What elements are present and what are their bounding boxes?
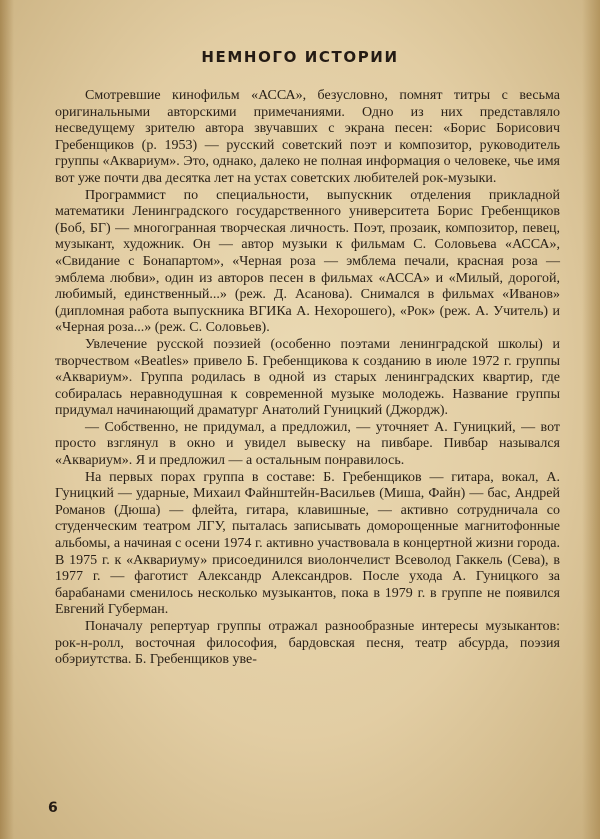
paragraph-4: — Собственно, не придумал, а предложил, — уточняет А. Гуницкий, — вот просто взглянул в окно и увидел вывеску на пивбаре. Пивбар назывался «Аквариум». Я и предложил — а остальным понравилось. bbox=[55, 419, 560, 469]
article-body bbox=[55, 88, 560, 669]
paragraph-1: Смотревшие кинофильм «АССА», безусловно, помнят титры с весьма оригинальными авторскими примечаниями. Одно из них представляло несведущему зрителю автора звучавших с экрана песен: «Борис Борисович Гребенщиков (р. 1953) — русский советский поэт и композитор, руководитель группы «Аквариум». Это, однако, далеко не полная информация о человеке, чье имя вот уже почти два десятка лет на устах советских любителей рок-музыки. bbox=[55, 88, 560, 186]
chapter-title: НЕМНОГО ИСТОРИИ bbox=[201, 48, 399, 66]
page-number: 6 bbox=[48, 800, 58, 816]
page-edge-shadow-left bbox=[0, 0, 14, 839]
paragraph-3: Увлечение русской поэзией (особенно поэтами ленинградской школы) и творчеством «Beatles» привело Б. Гребенщикова к созданию в июле 1972 г. группы «Аквариум». Группа родилась в одной из старых ленинградских квартир, где собиралась неравнодушная к современной музыке молодежь. Название группы придумал начинающий драматург Анатолий Гуницкий (Джордж). bbox=[55, 336, 560, 419]
page-edge-shadow-right bbox=[582, 0, 600, 839]
paragraph-5: На первых порах группа в составе: Б. Гребенщиков — гитара, вокал, А. Гуницкий — ударные, Михаил Файнштейн-Васильев (Миша, Файн) — бас, Андрей Романов (Дюша) — флейта, гитара, клавишные, — активно сотрудничала со студенческим театром ЛГУ, пыталась записывать доморощенные магнитофонные альбомы, а начиная с осени 1974 г. активно участвовала в концертной жизни города. В 1975 г. к «Аквариуму» присоединился виолончелист Всеволод Гаккель (Сева), в 1977 г. — фаготист Александр Александров. После ухода А. Гуницкого за барабанами сменилось несколько музыкантов, пока в 1979 г. в группе не появился Евгений Губерман. bbox=[55, 469, 560, 618]
paragraph-2: Программист по специальности, выпускник отделения прикладной математики Ленинградского государственного университета Борис Гребенщиков (Боб, БГ) — многогранная творческая личность. Поэт, прозаик, композитор, певец, музыкант, художник. Он — автор музыки к фильмам С. Соловьева «АССА», «Свидание с Бонапартом», «Черная роза — эмблема печали, красная роза — эмблема любви», один из авторов песен в фильмах «АССА» и «Милый, дорогой, любимый, единственный...» (реж. Д. Асанова). Снимался в фильмах «Иванов» (дипломная работа выпускника ВГИКа А. Нехорошего), «Рок» (реж. А. Учитель) и «Черная роза...» (реж. С. Соловьев). bbox=[55, 187, 560, 336]
paragraph-6: Поначалу репертуар группы отражал разнообразные интересы музыкантов: рок-н-ролл, восточная философия, бардовская песня, театр абсурда, поэзия обэриутства. Б. Гребенщиков уве- bbox=[55, 619, 560, 668]
